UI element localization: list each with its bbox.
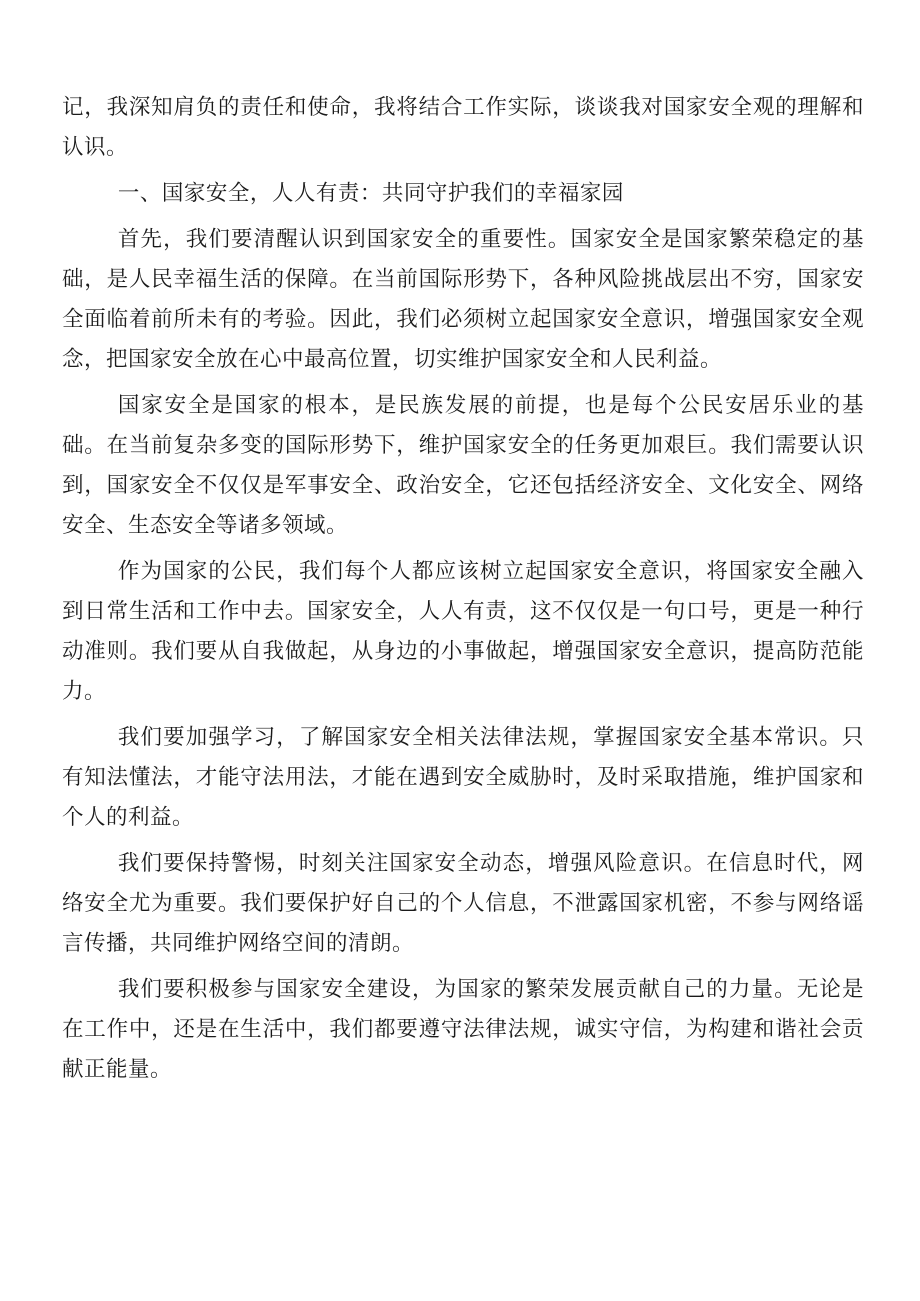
paragraph: 我们要加强学习，了解国家安全相关法律法规，掌握国家安全基本常识。只有知法懂法，才能守法用法，才能在遇到安全威胁时，及时采取措施，维护国家和个人的利益。	[62, 725, 864, 830]
paragraph: 我们要保持警惕，时刻关注国家安全动态，增强风险意识。在信息时代，网络安全尤为重要。我们要保护好自己的个人信息，不泄露国家机密，不参与网络谣言传播，共同维护网络空间的清朗。	[62, 851, 864, 956]
paragraph: 作为国家的公民，我们每个人都应该树立起国家安全意识，将国家安全融入到日常生活和工作中去。国家安全，人人有责，这不仅仅是一句口号，更是一种行动准则。我们要从自我做起，从身边的小事做起，增强国家安全意识，提高防范能力。	[62, 559, 864, 704]
paragraph: 我们要积极参与国家安全建设，为国家的繁荣发展贡献自己的力量。无论是在工作中，还是在生活中，我们都要遵守法律法规，诚实守信，为构建和谐社会贡献正能量。	[62, 977, 864, 1082]
section-heading: 一、国家安全，人人有责：共同守护我们的幸福家园	[117, 181, 624, 206]
paragraph-continuation: 记，我深知肩负的责任和使命，我将结合工作实际，谈谈我对国家安全观的理解和认识。	[62, 95, 864, 160]
paragraph: 国家安全是国家的根本，是民族发展的前提，也是每个公民安居乐业的基础。在当前复杂多变的国际形势下，维护国家安全的任务更加艰巨。我们需要认识到，国家安全不仅仅是军事安全、政治安全，它还包括经济安全、文化安全、网络安全、生态安全等诸多领域。	[62, 393, 864, 538]
paragraph: 首先，我们要清醒认识到国家安全的重要性。国家安全是国家繁荣稳定的基础，是人民幸福生活的保障。在当前国际形势下，各种风险挑战层出不穷，国家安全面临着前所未有的考验。因此，我们必须树立起国家安全意识，增强国家安全观念，把国家安全放在心中最高位置，切实维护国家安全和人民利益。	[62, 227, 864, 372]
